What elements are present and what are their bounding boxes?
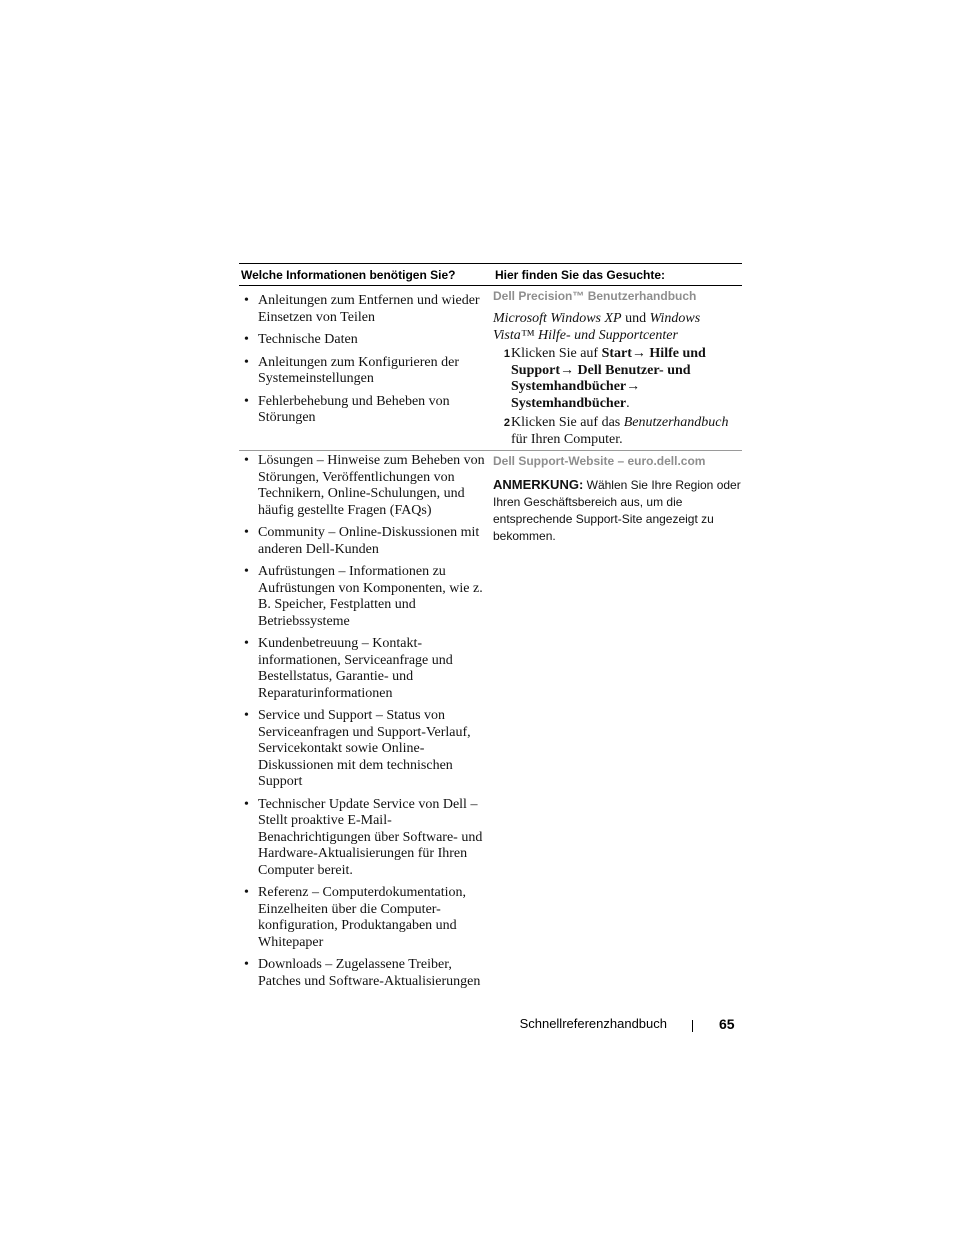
list-item [239,636,493,702]
table-header [239,264,742,286]
row2-info-cell [239,451,493,996]
os-help-line [493,311,742,344]
list-item-text: Technische Daten [258,332,358,347]
list-item-text: Referenz – Computerdokumentation, Einzelheiten über die Computer-konfiguration, Produktangaben und Whitepaper [258,885,466,950]
bullet-icon: • [244,636,249,651]
list-item-text: Downloads – Zugelassene Treiber, Patches und Software-Aktualisierungen [258,957,481,989]
bullet-icon: • [244,708,249,723]
row1-source-cell [493,286,742,450]
step-text-plain: Klicken Sie auf [511,346,602,361]
step-text [510,415,742,448]
bullet-icon: • [244,293,249,308]
step-text-end: für Ihren Computer. [511,431,623,447]
step-text-plain: Klicken Sie auf das [511,415,624,430]
bullet-icon: • [244,453,249,468]
os-conjunction: und [621,311,650,326]
menu-path: Start→ Hilfe und Support→ Dell Benutzer- und Systemhandbücher→ Systemhandbücher [511,346,706,411]
row2-source-cell [493,451,742,996]
header-col-source: Hier finden Sie das Gesuchte: [495,267,666,282]
bullet-icon: • [244,885,249,900]
step-2 [493,415,742,448]
bullet-icon: • [244,525,249,540]
list-item [239,355,493,388]
page-footer [0,1016,954,1036]
step-1 [493,346,742,412]
list-item [239,708,493,791]
list-item-text: Technischer Update Service von Dell – Stellt proaktive E-Mail-Benachrichtigungen über Software- und Hardware-Aktualisierungen für Ihren Computer bereit. [258,796,483,878]
table-row [239,286,742,451]
bullet-icon: • [244,332,249,347]
list-item [239,957,493,990]
bullet-icon: • [244,957,249,972]
list-item [239,394,493,427]
list-item [239,564,493,630]
note-block [493,476,742,545]
list-item-text: Fehlerbehebung und Beheben von Störungen [258,393,450,425]
list-item-text: Service und Support – Status von Serviceanfragen und Support-Verlauf, Servicekontakt sowie Online-Diskussionen mit dem technischen Support [258,708,471,789]
header-col-info: Welche Informationen benötigen Sie? [241,267,456,282]
list-item-text: Kundenbetreuung – Kontakt-informationen, Serviceanfrage und Bestellstatus, Garantie- und Reparaturinformationen [258,636,453,701]
list-item-text: Aufrüstungen – Informationen zu Aufrüstungen von Komponenten, wie z. B. Speicher, Festplatten und Betriebssysteme [258,564,483,629]
source-title: Dell Precision™ Benutzerhandbuch [493,289,697,303]
list-item-text: Lösungen – Hinweise zum Beheben von Störungen, Veröffentlichungen von Technikern, Online-Schulungen, und häufig gestellte Fragen (FAQs) [258,453,485,518]
row1-bullet-list [239,293,493,427]
manual-name: Benutzerhandbuch [623,415,729,430]
list-item-text: Community – Online-Diskussionen mit anderen Dell-Kunden [258,525,480,557]
list-item [239,453,493,519]
support-website-title: Dell Support-Website – euro.dell.com [493,454,706,468]
note-label: ANMERKUNG: [493,477,584,492]
page-number: 65 [719,1016,735,1032]
step-number: 1 [503,348,510,360]
instruction-steps [493,346,742,448]
info-table [239,263,742,996]
bullet-icon: • [244,796,249,812]
step-text-end: . [626,395,630,411]
bullet-icon: • [244,564,249,579]
os-name-vista: Windows Vista™ Hilfe- und Supportcenter [493,311,701,343]
list-item [239,293,493,326]
bullet-icon: • [244,393,249,409]
os-name-xp: Microsoft Windows XP [493,311,622,326]
list-item-text: Anleitungen zum Entfernen und wieder Einsetzen von Teilen [258,293,480,325]
step-text [510,346,742,412]
footer-divider [692,1020,693,1032]
list-item [239,332,493,349]
footer-title: Schnellreferenzhandbuch [519,1016,667,1031]
note-text: Wählen Sie Ihre Region oder Ihren Geschäftsbereich aus, um die entsprechende Support-Site angezeigt zu bekommen. [493,478,741,543]
table-row [239,451,742,996]
list-item [239,797,493,880]
row1-info-cell [239,286,493,450]
list-item [239,885,493,951]
step-number: 2 [503,417,510,429]
row2-bullet-list [239,453,493,990]
list-item-text: Anleitungen zum Konfigurieren der Systemeinstellungen [258,354,459,386]
bullet-icon: • [244,354,249,370]
list-item [239,525,493,558]
